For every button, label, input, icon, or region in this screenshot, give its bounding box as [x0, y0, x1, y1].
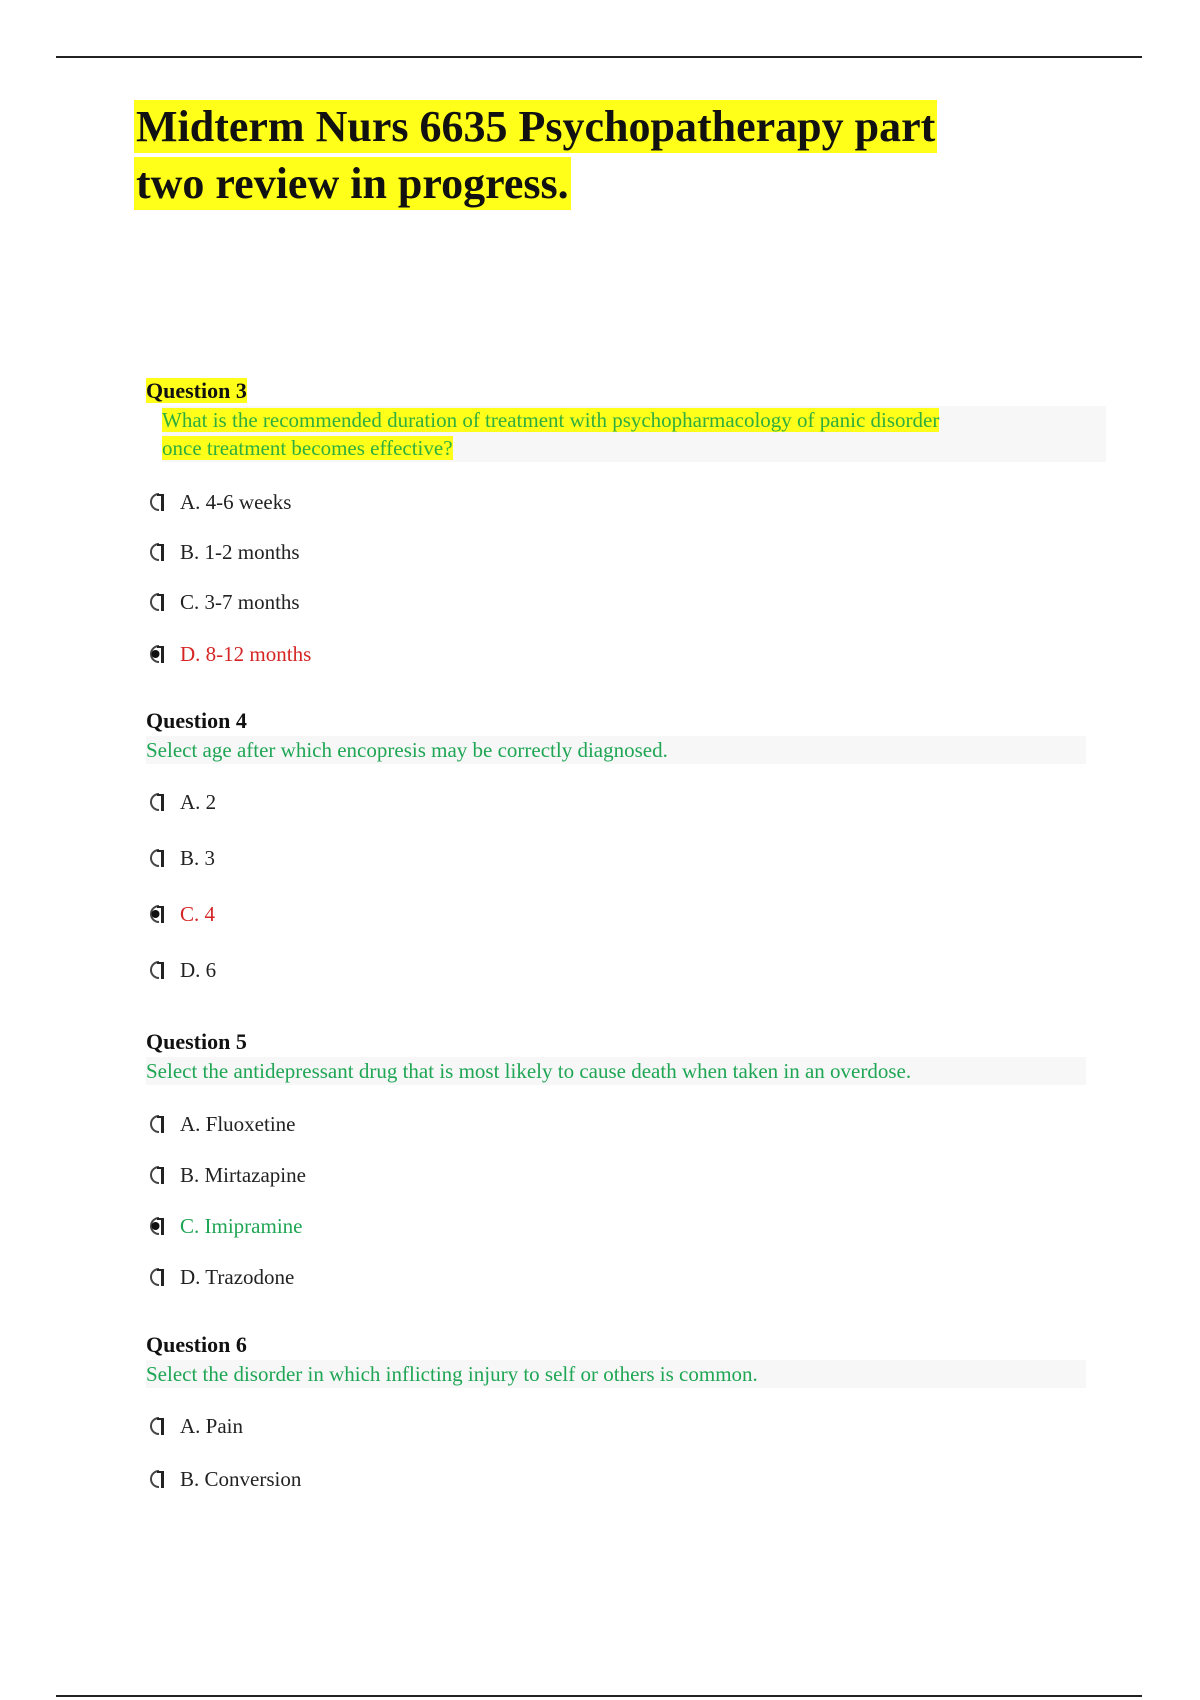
q6-option-b[interactable] [146, 1465, 301, 1493]
option-label: D. Trazodone [180, 1265, 295, 1289]
option-label: D. 8-12 months [180, 642, 312, 666]
option-label: A. 4-6 weeks [180, 490, 292, 514]
q3-option-d[interactable] [146, 640, 311, 668]
option-label: B. 1-2 months [180, 540, 300, 564]
option-label: A. 2 [180, 790, 217, 814]
radio-unselected-icon[interactable] [146, 1164, 166, 1186]
q3-option-a[interactable] [146, 488, 291, 516]
question-label: Question 3 [146, 378, 247, 403]
q5-option-d[interactable] [146, 1263, 294, 1291]
top-rule [56, 56, 1142, 58]
q4-option-c[interactable] [146, 900, 215, 928]
q3-option-c[interactable] [146, 588, 300, 616]
option-label: B. Mirtazapine [180, 1163, 306, 1187]
radio-unselected-icon[interactable] [146, 791, 166, 813]
option-label: D. 6 [180, 958, 217, 982]
radio-unselected-icon[interactable] [146, 1266, 166, 1288]
question-text: Select the antidepressant drug that is most likely to cause death when taken in an overdose. [146, 1057, 1086, 1085]
title-line-1: Midterm Nurs 6635 Psychopatherapy part [136, 102, 936, 151]
radio-unselected-icon[interactable] [146, 1415, 166, 1437]
option-label: A. Pain [180, 1414, 243, 1438]
radio-selected-icon[interactable] [146, 1215, 166, 1237]
option-label: C. 3-7 months [180, 590, 300, 614]
q4-option-a[interactable] [146, 788, 216, 816]
question-label: Question 5 [146, 1029, 247, 1054]
option-label: B. Conversion [180, 1467, 302, 1491]
option-label: C. Imipramine [180, 1214, 303, 1238]
q5-option-b[interactable] [146, 1161, 306, 1189]
radio-unselected-icon[interactable] [146, 847, 166, 869]
q5-option-a[interactable] [146, 1110, 296, 1138]
radio-unselected-icon[interactable] [146, 1468, 166, 1490]
radio-unselected-icon[interactable] [146, 591, 166, 613]
option-label: B. 3 [180, 846, 216, 870]
question-label: Question 6 [146, 1332, 247, 1357]
q4-option-b[interactable] [146, 844, 215, 872]
title-line-2: two review in progress. [136, 159, 569, 208]
radio-unselected-icon[interactable] [146, 1113, 166, 1135]
option-label: A. Fluoxetine [180, 1112, 296, 1136]
question-text: Select the disorder in which inflicting injury to self or others is common. [146, 1360, 1086, 1388]
question-3 [146, 378, 1106, 462]
option-label: C. 4 [180, 902, 216, 926]
question-5 [146, 1029, 1106, 1085]
radio-unselected-icon[interactable] [146, 491, 166, 513]
question-6 [146, 1332, 1106, 1388]
page-title [134, 98, 1054, 212]
q5-option-c[interactable] [146, 1212, 302, 1240]
radio-selected-icon[interactable] [146, 903, 166, 925]
radio-selected-icon[interactable] [146, 643, 166, 665]
question-text: Select age after which encopresis may be correctly diagnosed. [146, 736, 1086, 764]
radio-unselected-icon[interactable] [146, 541, 166, 563]
q3-option-b[interactable] [146, 538, 300, 566]
radio-unselected-icon[interactable] [146, 959, 166, 981]
bottom-rule [56, 1695, 1142, 1697]
question-4 [146, 708, 1106, 764]
question-text [162, 406, 1106, 462]
q6-option-a[interactable] [146, 1412, 243, 1440]
question-text-line-1: What is the recommended duration of treatment with psychopharmacology of panic disorder [162, 408, 940, 432]
q4-option-d[interactable] [146, 956, 216, 984]
question-label: Question 4 [146, 708, 247, 733]
question-text-line-2: once treatment becomes effective? [162, 436, 453, 460]
